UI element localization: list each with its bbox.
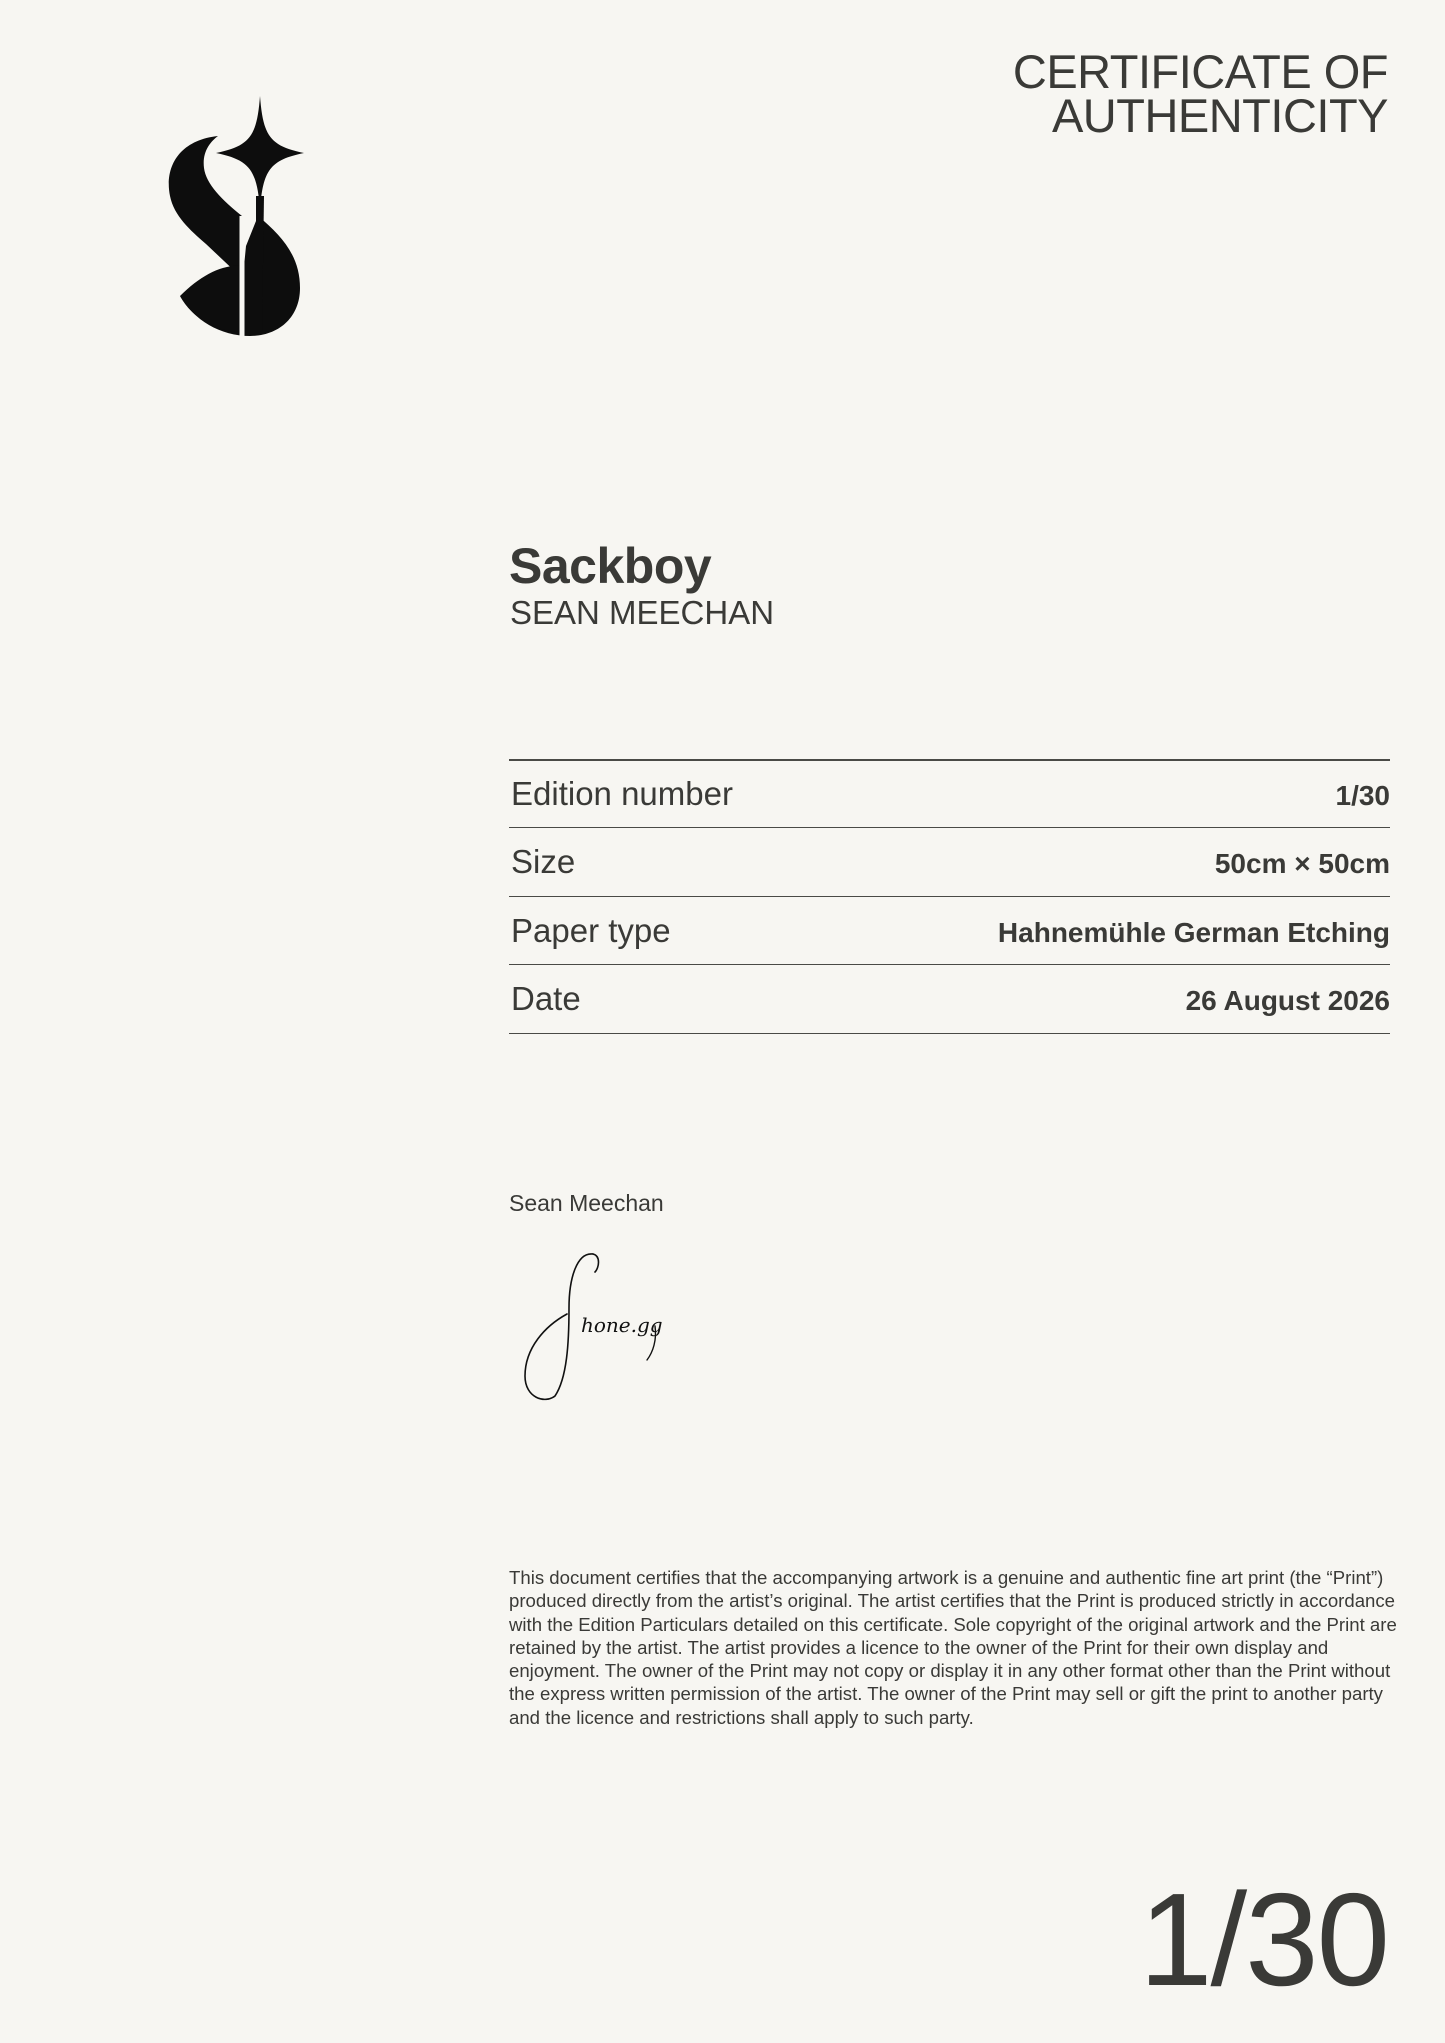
artwork-title: Sackboy <box>509 538 712 594</box>
detail-row-paper-type <box>509 897 1390 965</box>
detail-value: 50cm × 50cm <box>1214 848 1390 879</box>
detail-value: 1/30 <box>1335 780 1390 811</box>
edition-number-large: 1/30 <box>1139 1866 1388 2013</box>
signer-name: Sean Meechan <box>509 1190 664 1216</box>
detail-value: 26 August 2026 <box>1185 985 1390 1016</box>
edition-details-table <box>509 759 1390 1034</box>
detail-row-size <box>509 828 1390 897</box>
signature-icon <box>515 1248 675 1403</box>
certificate-title-line1: CERTIFICATE OF <box>1012 45 1388 98</box>
detail-label: Edition number <box>511 775 733 812</box>
detail-row-date <box>509 965 1390 1034</box>
s-star-logo-icon <box>160 96 310 341</box>
legal-statement: This document certifies that the accompanying artwork is a genuine and authentic fine art print (the “Print”) produced directly from the artist’s original. The artist certifies that the Print is produced strictly in accordance with the Edition Particulars detailed on this certificate. Sole copyright of the original artwork and the Print are retained by the artist. The artist provides a licence to the owner of the Print for their own display and enjoyment. The owner of the Print may not copy or display it in any other format other than the Print without the express written permission of the artist. The owner of the Print may sell or gift the print to another party and the licence and restrictions shall apply to such party. <box>509 1567 1397 1728</box>
svg-text:hone.gg: hone.gg <box>581 1313 663 1337</box>
certificate-title <box>1012 45 1388 142</box>
detail-row-edition-number <box>509 761 1390 828</box>
artist-name: SEAN MEECHAN <box>510 594 775 631</box>
certificate-title-line2: AUTHENTICITY <box>1051 89 1388 142</box>
detail-label: Paper type <box>511 911 671 949</box>
detail-value: Hahnemühle German Etching <box>997 916 1390 948</box>
detail-label: Date <box>511 980 581 1017</box>
detail-label: Size <box>511 843 576 880</box>
